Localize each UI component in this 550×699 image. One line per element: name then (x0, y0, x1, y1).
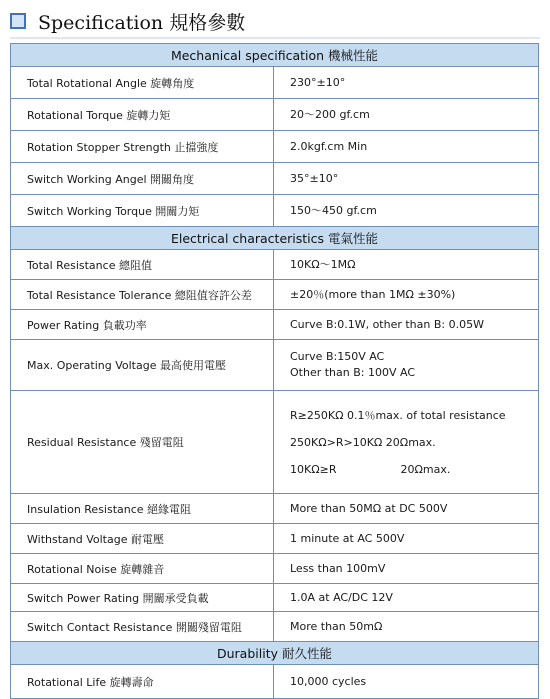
value-line: More than 50mΩ (290, 619, 383, 633)
table-row (11, 195, 538, 227)
table-row (11, 554, 538, 584)
value-line: 230°±10° (290, 75, 346, 89)
row-label: Residual Resistance 殘留電阻 (11, 391, 274, 493)
specification-table (10, 43, 539, 699)
value-line: Other than B: 100V AC (290, 366, 416, 379)
row-label: Switch Working Angel 開關角度 (11, 163, 274, 194)
table-row (11, 584, 538, 612)
value-line: ±20％(more than 1MΩ ±30%) (290, 287, 456, 301)
table-row (11, 340, 538, 391)
value-line: Curve B:150V AC (290, 350, 385, 363)
table-row (11, 524, 538, 554)
table-row (11, 310, 538, 340)
row-label: Switch Working Torque 開關力矩 (11, 195, 274, 226)
row-label: Total Rotational Angle 旋轉角度 (11, 67, 274, 98)
row-label: Rotational Life 旋轉壽命 (11, 665, 274, 698)
row-label: Rotational Noise 旋轉雜音 (11, 554, 274, 583)
row-value (274, 131, 538, 162)
row-value (274, 163, 538, 194)
row-value (274, 524, 538, 553)
value-line: 250KΩ>R>10KΩ 20Ωmax. (290, 435, 436, 449)
row-label: Switch Contact Resistance 開關殘留電阻 (11, 612, 274, 641)
row-value (274, 391, 538, 493)
value-line: 2.0kgf.cm Min (290, 139, 368, 153)
page-title: Specification 規格參數 (38, 11, 246, 34)
row-value (274, 584, 538, 611)
value-line: Less than 100mV (290, 561, 386, 575)
table-row (11, 391, 538, 494)
row-label: Insulation Resistance 絕緣電阻 (11, 494, 274, 523)
row-label: Power Rating 負載功率 (11, 310, 274, 339)
section-header-durability: Durability 耐久性能 (11, 642, 538, 665)
row-label: Total Resistance Tolerance 總阻值容許公差 (11, 280, 274, 309)
table-row (11, 250, 538, 280)
page-header (10, 8, 245, 34)
table-row (11, 67, 538, 99)
table-row (11, 612, 538, 642)
table-row (11, 131, 538, 163)
value-line: Curve B:0.1W, other than B: 0.05W (290, 317, 484, 331)
value-line: 20～200 gf.cm (290, 107, 370, 121)
value-part: 20Ωmax. (400, 462, 451, 476)
row-value (274, 99, 538, 130)
square-bullet-icon (10, 13, 26, 29)
row-value (274, 612, 538, 641)
value-line: R≥250KΩ 0.1％max. of total resistance (290, 408, 506, 422)
row-value (274, 67, 538, 98)
value-line: 1.0A at AC/DC 12V (290, 590, 393, 604)
value-line: 35°±10° (290, 171, 339, 185)
section-header-mechanical: Mechanical specification 機械性能 (11, 44, 538, 67)
value-line (290, 456, 538, 483)
row-label: Switch Power Rating 開關承受負載 (11, 584, 274, 611)
table-row (11, 99, 538, 131)
value-line: More than 50MΩ at DC 500V (290, 501, 448, 515)
row-value (274, 195, 538, 226)
value-line: 150～450 gf.cm (290, 203, 377, 217)
value-part: 10KΩ≥R (290, 462, 337, 476)
row-value (274, 665, 538, 698)
table-row (11, 494, 538, 524)
row-label: Rotation Stopper Strength 止擋強度 (11, 131, 274, 162)
value-line: 10KΩ～1MΩ (290, 257, 356, 271)
row-value (274, 250, 538, 279)
value-line: 10,000 cycles (290, 674, 367, 688)
row-value (274, 310, 538, 339)
row-value (274, 280, 538, 309)
table-row (11, 163, 538, 195)
row-label: Withstand Voltage 耐電壓 (11, 524, 274, 553)
header-underline (10, 37, 540, 39)
value-line: 1 minute at AC 500V (290, 531, 405, 545)
row-value (274, 340, 538, 390)
row-value (274, 554, 538, 583)
row-value (274, 494, 538, 523)
row-label: Rotational Torque 旋轉力矩 (11, 99, 274, 130)
row-label: Total Resistance 總阻值 (11, 250, 274, 279)
section-header-electrical: Electrical characteristics 電氣性能 (11, 227, 538, 250)
row-label: Max. Operating Voltage 最高使用電壓 (11, 340, 274, 390)
table-row (11, 280, 538, 310)
table-row (11, 665, 538, 698)
